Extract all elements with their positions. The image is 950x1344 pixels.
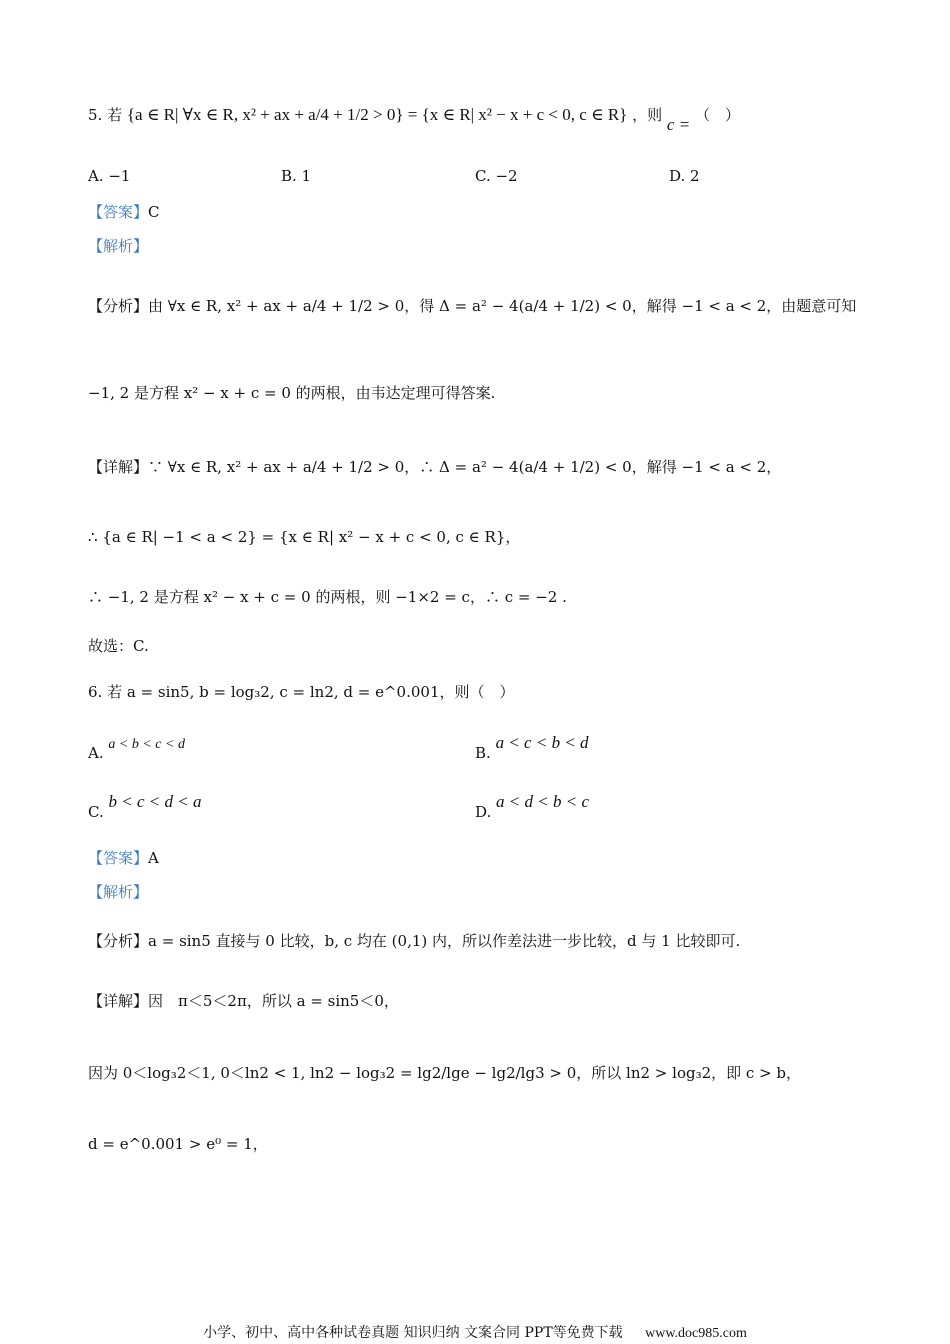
q5-stem-math: {a ∈ R| ∀x ∈ R, x² + ax + a/4 + 1/2 > 0} = {x ∈ R| x² − x + c < 0, c ∈ R} bbox=[126, 105, 628, 124]
q6-answer: 【答案】A bbox=[88, 849, 159, 867]
q5-detail-2: ∴ {a ∈ R| −1 < a < 2} = {x ∈ R| x² − x + c < 0, c ∈ R}， bbox=[88, 528, 521, 546]
q5-option-b: B. 1 bbox=[281, 167, 312, 185]
q5-option-a: A. −1 bbox=[88, 167, 131, 185]
q5-choose: 故选：C. bbox=[88, 637, 149, 655]
q6-analysis-tag: 【解析】 bbox=[88, 883, 149, 901]
q5-stem-var: c = bbox=[666, 115, 691, 134]
q6-stem: 6. 若 a = sin5, b = log₃2, c = ln2, d = e^0.001，则（ ） bbox=[88, 683, 515, 701]
q5-detail-1: 【详解】∵ ∀x ∈ R, x² + ax + a/4 + 1/2 > 0，∴ Δ = a² − 4(a/4 + 1/2) < 0，解得 −1 < a < 2， bbox=[88, 458, 782, 476]
q6-option-d: D. a < d < b < c bbox=[475, 792, 590, 821]
q5-analysis-tag: 【解析】 bbox=[88, 237, 149, 255]
q5-stem: 5. 若 {a ∈ R| ∀x ∈ R, x² + ax + a/4 + 1/2 > 0} = {x ∈ R| x² − x + c < 0, c ∈ R} ，则 c = （ ） bbox=[88, 105, 740, 134]
q5-detail-3: ∴ −1, 2 是方程 x² − x + c = 0 的两根，则 −1×2 = c，∴ c = −2 . bbox=[88, 588, 567, 606]
q6-option-b: B. a < c < b < d bbox=[475, 733, 589, 762]
q5-answer: 【答案】C bbox=[88, 203, 160, 221]
q6-option-c: C. b < c < d < a bbox=[88, 792, 202, 821]
q6-option-a: A. a < b < c < d bbox=[88, 737, 185, 762]
q5-fenxi-text-1: 由 ∀x ∈ R, x² + ax + a/4 + 1/2 > 0，得 Δ = a² − 4(a/4 + 1/2) < 0，解得 −1 < a < 2，由题意可知 bbox=[148, 297, 857, 315]
q6-detail-2: 因为 0＜log₃2＜1, 0＜ln2 < 1, ln2 − log₃2 = lg2/lge − lg2/lg3 > 0，所以 ln2 > log₃2，即 c > b， bbox=[88, 1064, 802, 1082]
q5-option-d: D. 2 bbox=[669, 167, 700, 185]
q6-fenxi: 【分析】a = sin5 直接与 0 比较，b, c 均在 (0,1) 内，所以作差法进一步比较，d 与 1 比较即可. bbox=[88, 932, 741, 950]
q5-fenxi-text-2: −1, 2 是方程 x² − x + c = 0 的两根，由韦达定理可得答案. bbox=[88, 384, 496, 402]
q5-option-c: C. −2 bbox=[475, 167, 518, 185]
q6-detail-1: 【详解】因 π＜5＜2π，所以 a = sin5＜0， bbox=[88, 992, 399, 1010]
q6-detail-3: d = e^0.001 > e⁰ = 1， bbox=[88, 1135, 268, 1153]
page-footer bbox=[0, 1322, 950, 1342]
footer-text: 小学、初中、高中各种试卷真题 知识归纳 文案合同 PPT等免费下载 bbox=[203, 1325, 623, 1341]
footer-url[interactable]: www.doc985.com bbox=[645, 1326, 747, 1341]
q5-fenxi: 【分析】由 ∀x ∈ R, x² + ax + a/4 + 1/2 > 0，得 Δ = a² − 4(a/4 + 1/2) < 0，解得 −1 < a < 2，由题意可知 bbox=[88, 297, 857, 315]
